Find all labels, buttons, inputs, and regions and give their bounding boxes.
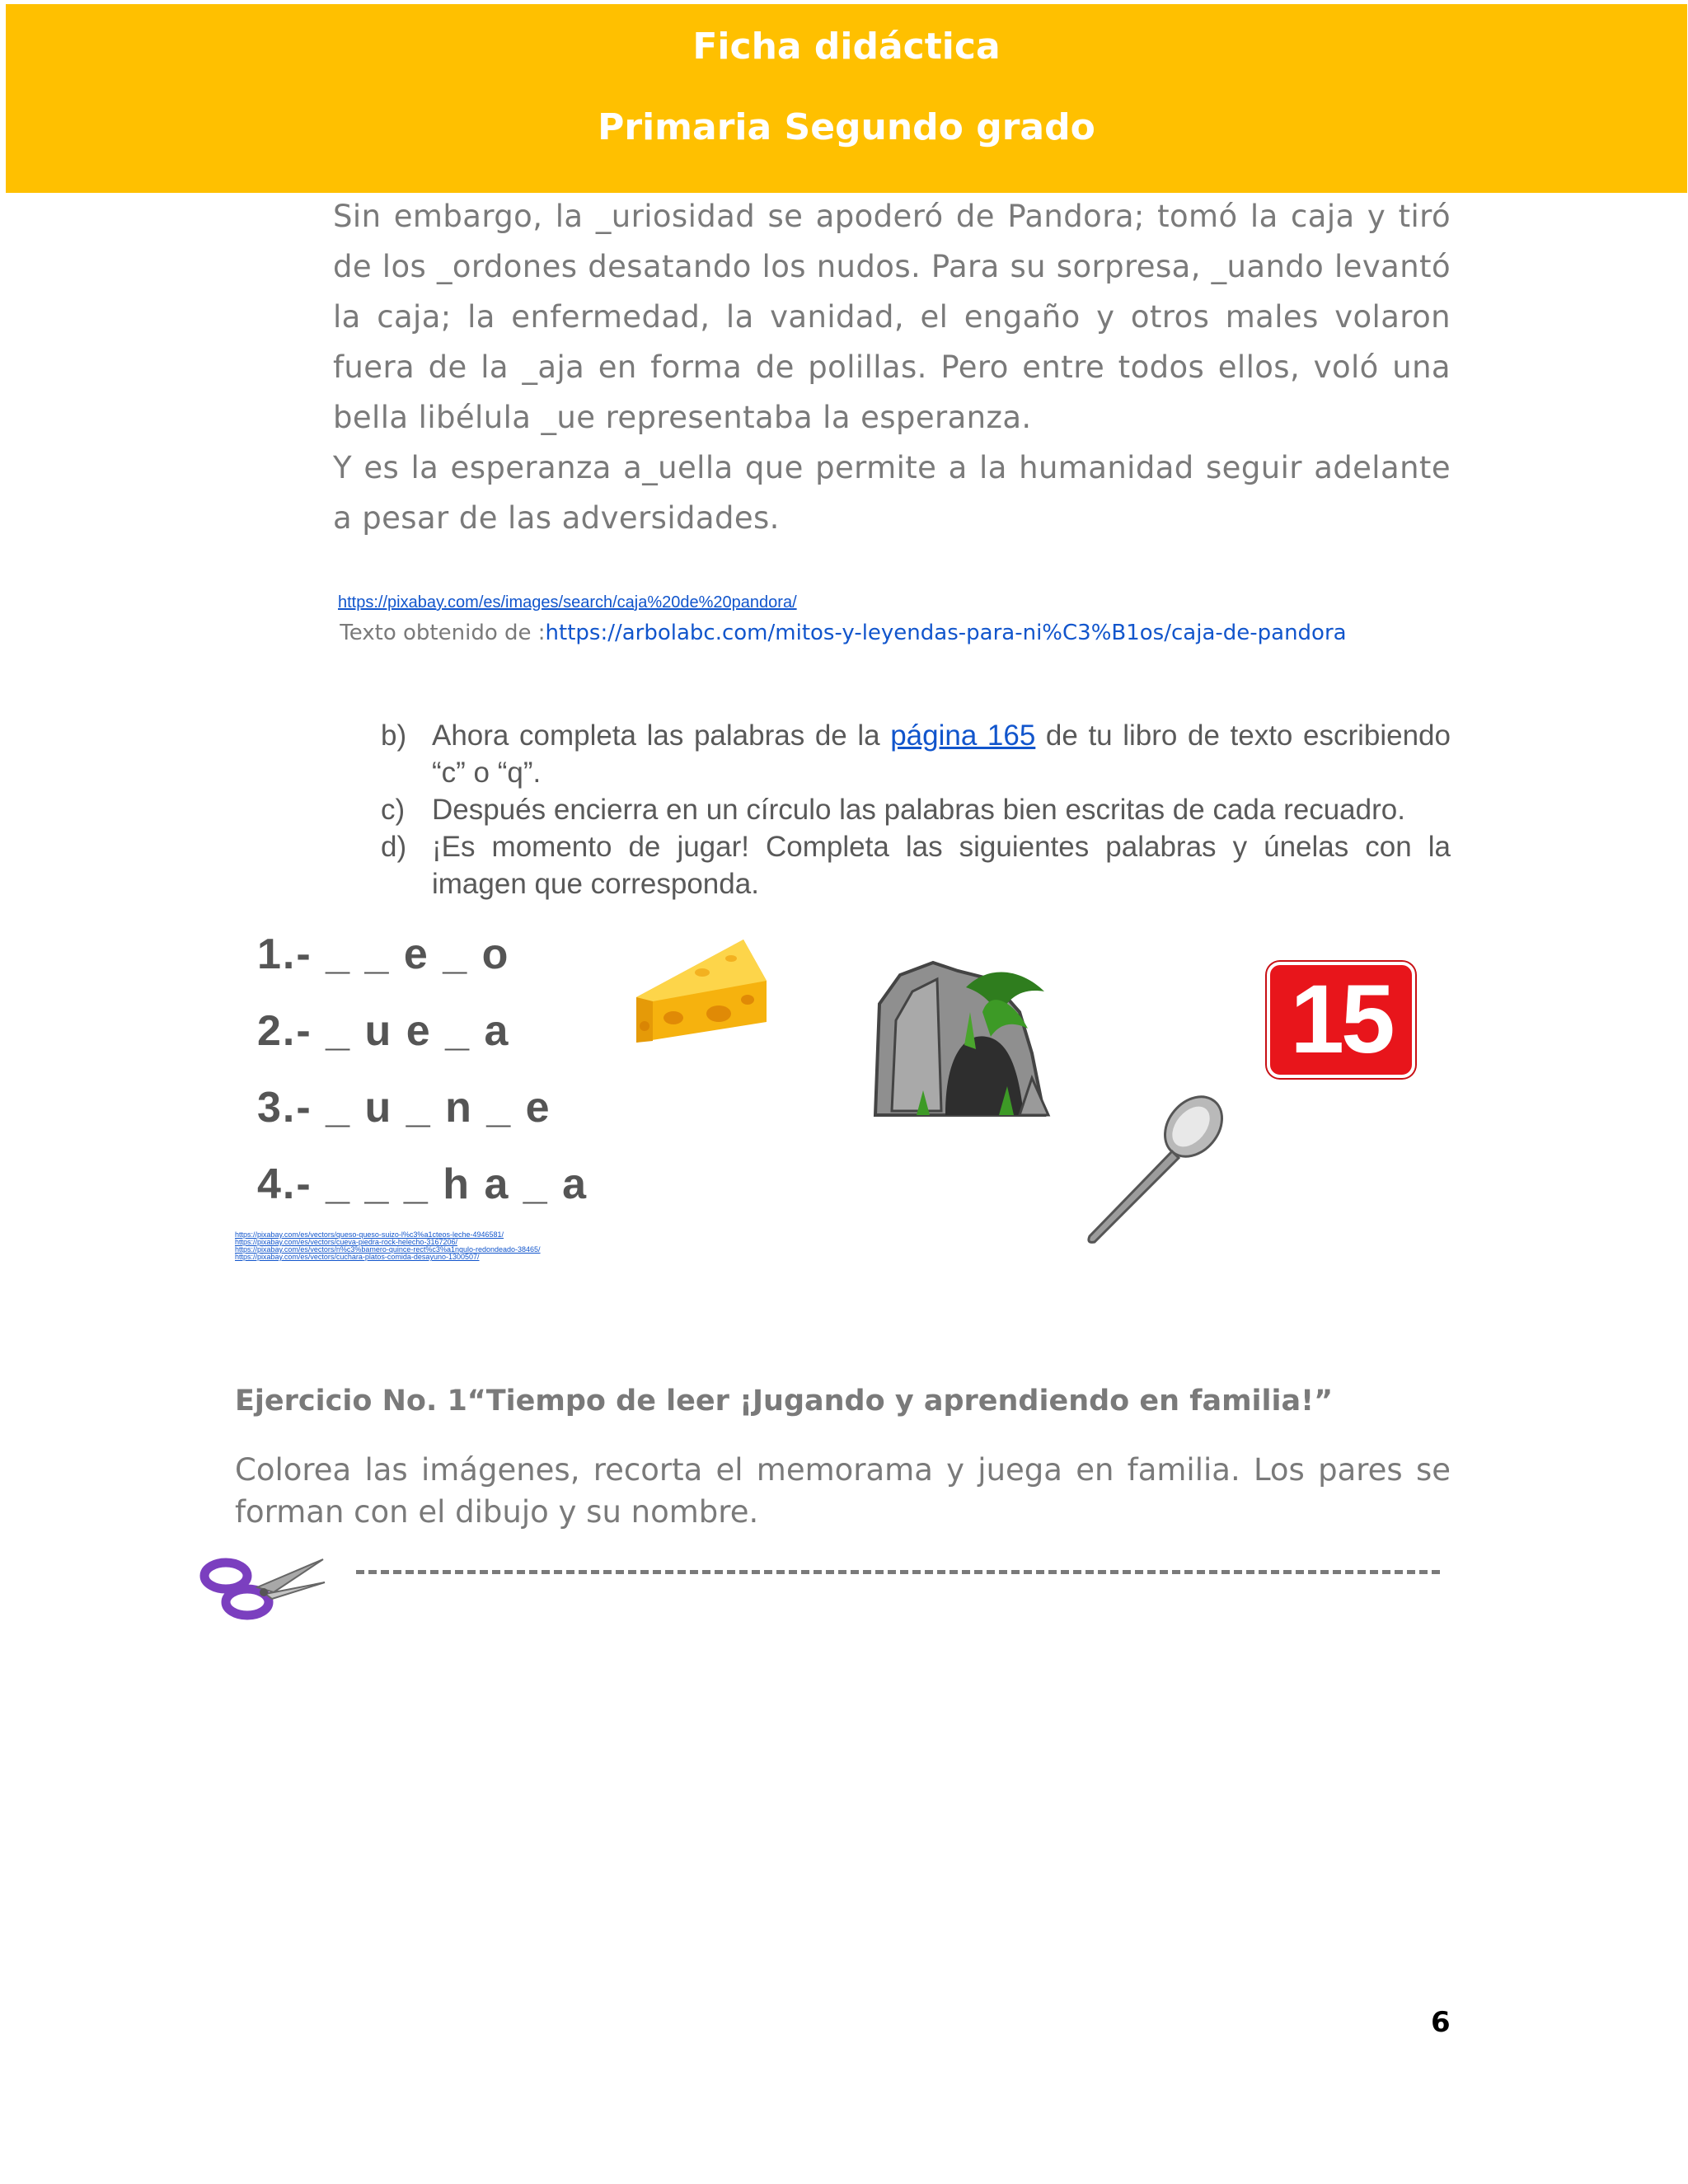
image-source-link[interactable]: https://pixabay.com/es/images/search/caja%20de%20pandora/ xyxy=(338,593,797,612)
credit-link[interactable]: https://pixabay.com/es/vectors/cuchara-platos-comida-desayuno-1300507/ xyxy=(235,1253,480,1261)
header-subtitle: Primaria Segundo grado xyxy=(598,106,1095,148)
instruction-letter: d) xyxy=(381,831,407,863)
instruction-text: ¡Es momento de jugar! Completa las siguientes palabras y únelas con la imagen que corresponda. xyxy=(432,831,1451,900)
word-puzzle-1: 1.- _ _ e _ o xyxy=(257,930,510,978)
word-puzzle-3: 3.- _ u _ n _ e xyxy=(257,1084,551,1132)
text-source xyxy=(333,616,1451,649)
instruction-b xyxy=(381,717,1451,791)
page-number: 6 xyxy=(1431,2006,1451,2039)
header-title: Ficha didáctica xyxy=(692,26,1001,68)
textbook-page-link[interactable]: página 165 xyxy=(890,719,1036,752)
story-text xyxy=(333,191,1451,543)
credit-link[interactable]: https://pixabay.com/es/vectors/n%c3%bamero-quince-rect%c3%a1ngulo-redondeado-38465/ xyxy=(235,1245,541,1254)
word-puzzle-4: 4.- _ _ _ h a _ a xyxy=(257,1160,588,1208)
cheese-icon xyxy=(628,935,775,1051)
instruction-list xyxy=(381,717,1451,902)
exercise-title: Ejercicio No. 1“Tiempo de leer ¡Jugando y aprendiendo en familia!” xyxy=(235,1385,1334,1418)
instruction-text: Después encierra en un círculo las palabras bien escritas de cada recuadro. xyxy=(432,794,1405,826)
spoon-icon xyxy=(1080,1092,1228,1249)
word-puzzle-2: 2.- _ u e _ a xyxy=(257,1007,510,1055)
story-paragraph-1: Sin embargo, la _uriosidad se apoderó de Pandora; tomó la caja y tiró de los _ordones desatando los nudos. Para su sorpresa, _uando levantó la caja; la enfermedad, la vanidad, el engaño y otros males volaron fuera de la _aja en forma de polillas. Pero entre todos ellos, voló una bella libélula _ue representaba la esperanza. xyxy=(333,199,1451,435)
instruction-letter: b) xyxy=(381,719,407,752)
credit-link[interactable]: https://pixabay.com/es/vectors/queso-queso-suizo-l%c3%a1cteos-leche-4946581/ xyxy=(235,1230,504,1239)
cave-icon xyxy=(867,954,1058,1123)
text-source-link[interactable]: https://arbolabc.com/mitos-y-leyendas-para-ni%C3%B1os/caja-de-pandora xyxy=(545,621,1347,645)
cut-line xyxy=(356,1570,1440,1574)
text-source-prefix: Texto obtenido de : xyxy=(340,621,546,645)
instruction-text: Ahora completa las palabras de la xyxy=(432,719,891,752)
number-fifteen-badge xyxy=(1267,962,1415,1078)
instruction-d xyxy=(381,828,1451,902)
story-paragraph-2: Y es la esperanza a_uella que permite a la humanidad seguir adelante a pesar de las adversidades. xyxy=(333,450,1451,536)
header-banner xyxy=(6,4,1687,193)
exercise-text: Colorea las imágenes, recorta el memorama y juega en familia. Los pares se forman con el dibujo y su nombre. xyxy=(235,1452,1451,1530)
number-fifteen-label: 15 xyxy=(1290,965,1392,1074)
instruction-letter: c) xyxy=(381,794,406,826)
instruction-text-end: de tu libro de texto escribiendo “c” o “q”. xyxy=(432,719,1451,789)
scissors-icon xyxy=(199,1556,328,1622)
instruction-c xyxy=(381,791,1451,828)
image-credits xyxy=(235,1231,541,1261)
credit-link[interactable]: https://pixabay.com/es/vectors/cueva-piedra-rock-helecho-3167206/ xyxy=(235,1238,457,1246)
